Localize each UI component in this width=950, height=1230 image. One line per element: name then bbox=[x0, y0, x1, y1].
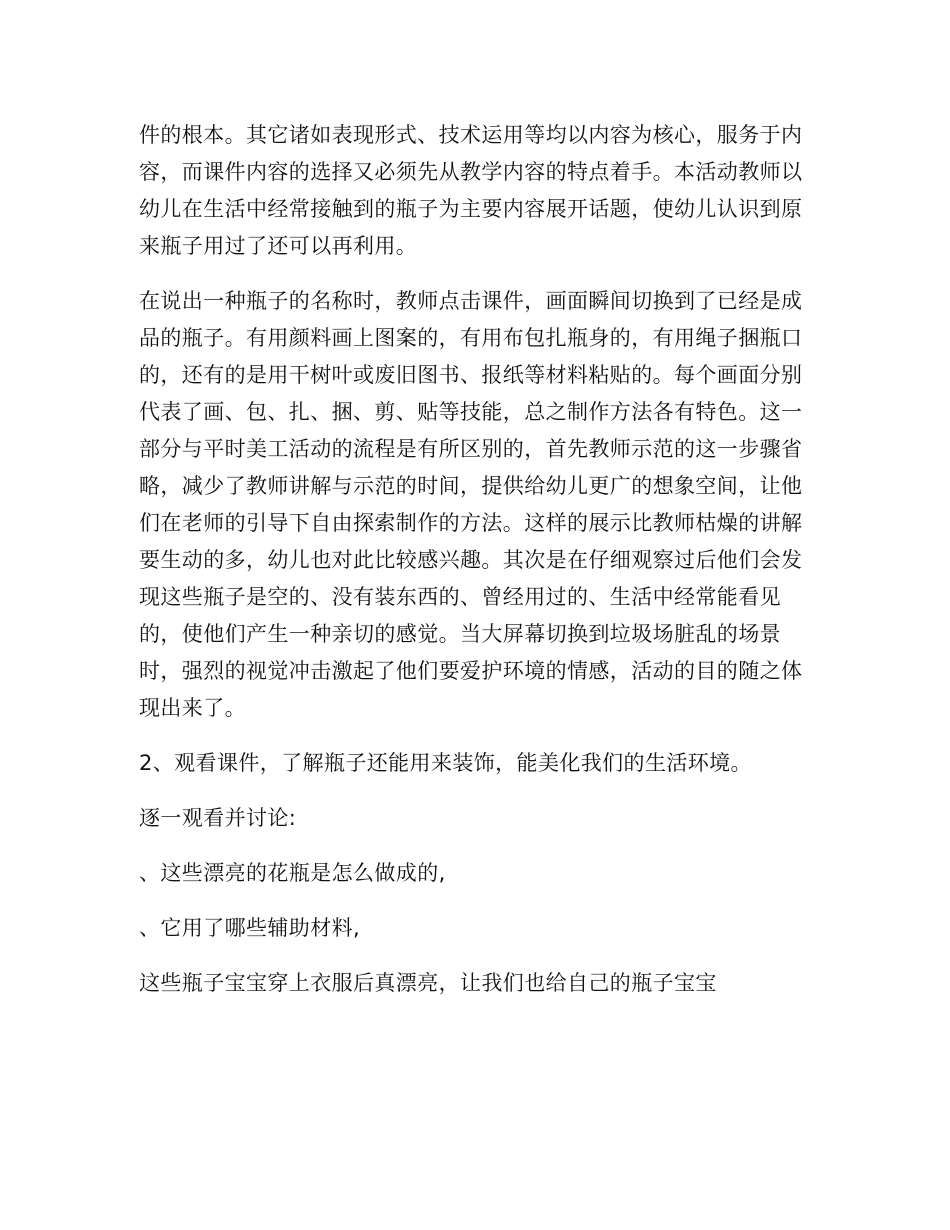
document-body bbox=[139, 117, 819, 1020]
paragraph-step-2: 2、观看课件，了解瓶子还能用来装饰，能美化我们的生活环境。 bbox=[139, 751, 752, 775]
paragraph-discussion-intro: 逐一观看并讨论: bbox=[139, 806, 297, 830]
paragraph-question-1: 、这些漂亮的花瓶是怎么做成的, bbox=[139, 861, 446, 885]
paragraph-bottle-showcase: 在说出一种瓶子的名称时，教师点击课件，画面瞬间切换到了已经是成品的瓶子。有用颜料画上图案的，有用布包扎瓶身的，有用绳子捆瓶口的，还有的是用干树叶或废旧图书、报纸等材料粘贴的。每个画面分别代表了画、包、扎、捆、剪、贴等技能，总之制作方法各有特色。这一部分与平时美工活动的流程是有所区别的，首先教师示范的这一步骤省略，减少了教师讲解与示范的时间，提供给幼儿更广的想象空间，让他们在老师的引导下自由探索制作的方法。这样的展示比教师枯燥的讲解要生动的多，幼儿也对此比较感兴趣。其次是在仔细观察过后他们会发现这些瓶子是空的、没有装东西的、曾经用过的、生活中经常能看见的，使他们产生一种亲切的感觉。当大屏幕切换到垃圾场脏乱的场景时，强烈的视觉冲击激起了他们要爱护环境的情感，活动的目的随之体现出来了。 bbox=[139, 289, 803, 720]
paragraph-question-2: 、它用了哪些辅助材料, bbox=[139, 916, 361, 940]
paragraph-closing: 这些瓶子宝宝穿上衣服后真漂亮，让我们也给自己的瓶子宝宝 bbox=[139, 971, 717, 995]
paragraph-courseware-content: 件的根本。其它诸如表现形式、技术运用等均以内容为核心，服务于内容，而课件内容的选择又必须先从教学内容的特点着手。本活动教师以幼儿在生活中经常接触到的瓶子为主要内容展开话题，使幼儿认识到原来瓶子用过了还可以再利用。 bbox=[139, 123, 803, 258]
